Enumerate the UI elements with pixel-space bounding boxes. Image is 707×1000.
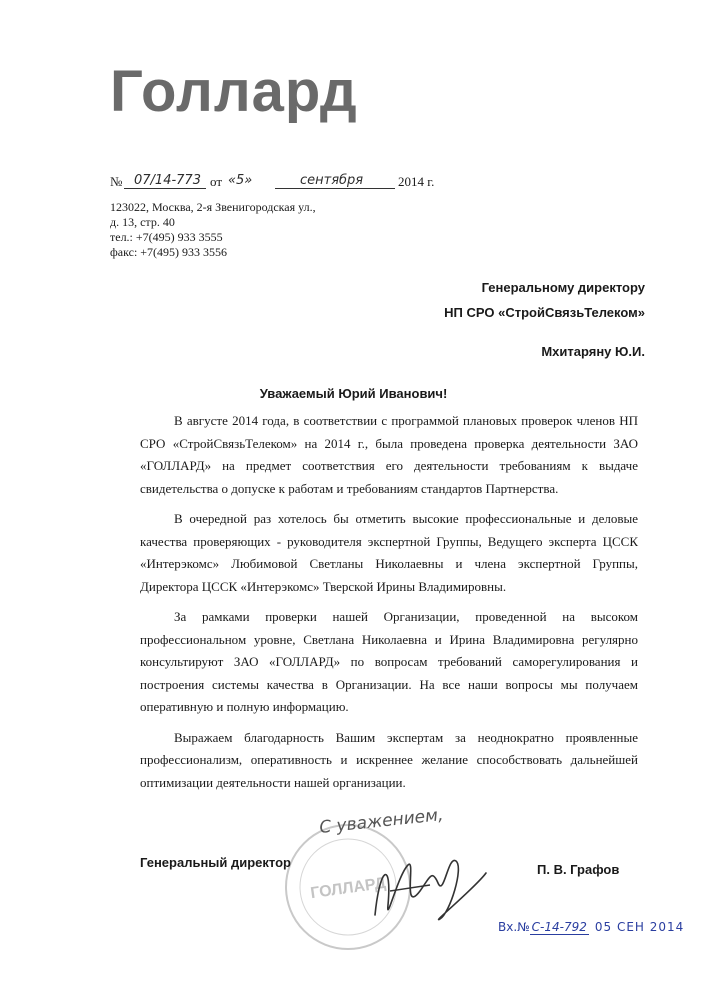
signature-mark xyxy=(375,860,486,919)
signer-name: П. В. Графов xyxy=(537,862,620,877)
company-address xyxy=(110,200,316,260)
phone-line: тел.: +7(495) 933 3555 xyxy=(110,230,223,244)
incoming-label: Вх.№ xyxy=(498,920,530,934)
seal-text: ГОЛЛАРД xyxy=(309,874,388,903)
incoming-date: 05 СЕН 2014 xyxy=(594,920,685,934)
address-line: д. 13, стр. 40 xyxy=(110,215,175,229)
handwritten-regards: С уважением, xyxy=(318,805,445,838)
body-paragraph: За рамками проверки нашей Организации, проведенной на высоком профессиональном уровне, Светлана Николаевна и Ирина Владимировна регулярно консультируют ЗАО «ГОЛЛАРД» по вопросам требований саморегулирования и построения системы качества в Организации. На все наши вопросы мы получаем оперативную и полную информацию. xyxy=(140,609,638,714)
body-paragraph: Выражаем благодарность Вашим экспертам за неоднократно проявленные профессионализм, оперативность и искреннее желание способствовать дальнейшей оптимизации деятельности нашей организации. xyxy=(140,729,638,790)
fax-line: факс: +7(495) 933 3556 xyxy=(110,245,228,259)
ref-number: 07/14-773 xyxy=(134,173,201,188)
ref-year: 2014 г. xyxy=(398,174,435,189)
recipient-name: Мхитаряну Ю.И. xyxy=(541,344,645,359)
signer-title: Генеральный директор xyxy=(140,855,291,870)
ref-month: сентября xyxy=(300,173,364,188)
recipient-position: Генеральному директору xyxy=(481,280,645,295)
recipient-organization: НП СРО «СтройСвязьТелеком» xyxy=(444,305,645,320)
recipient-block xyxy=(444,275,645,364)
company-logo: Голлард xyxy=(110,59,358,124)
body-paragraph: В августе 2014 года, в соответствии с программой плановых проверок членов НП СРО «СтройСвязьТелеком» на 2014 г., была проведена проверка деятельности ЗАО «ГОЛЛАРД» на предмет соответствия его деятельности требованиям к выдаче свидетельства о допуске к работам и требованиям стандартов Партнерства. xyxy=(140,413,638,496)
ref-prefix: № xyxy=(110,174,123,189)
ref-day: «5» xyxy=(228,173,253,188)
outgoing-reference-line xyxy=(110,168,450,190)
incoming-number: С-14-792 xyxy=(531,920,587,934)
signature-and-seal xyxy=(280,795,520,955)
letter-body xyxy=(140,410,638,802)
salutation: Уважаемый Юрий Иванович! xyxy=(259,386,448,401)
incoming-registration-stamp xyxy=(498,920,684,934)
address-line: 123022, Москва, 2-я Звенигородская ул., xyxy=(110,200,316,214)
ref-from: от xyxy=(210,174,223,189)
body-paragraph: В очередной раз хотелось бы отметить высокие профессиональные и деловые качества проверяющих - руководителя экспертной Группы, Ведущего эксперта ЦССК «Интерэкомс» Любимовой Светланы Николаевны и члена экспертной Группы, Директора ЦССК «Интерэкомс» Тверской Ирины Владимировны. xyxy=(140,511,638,594)
